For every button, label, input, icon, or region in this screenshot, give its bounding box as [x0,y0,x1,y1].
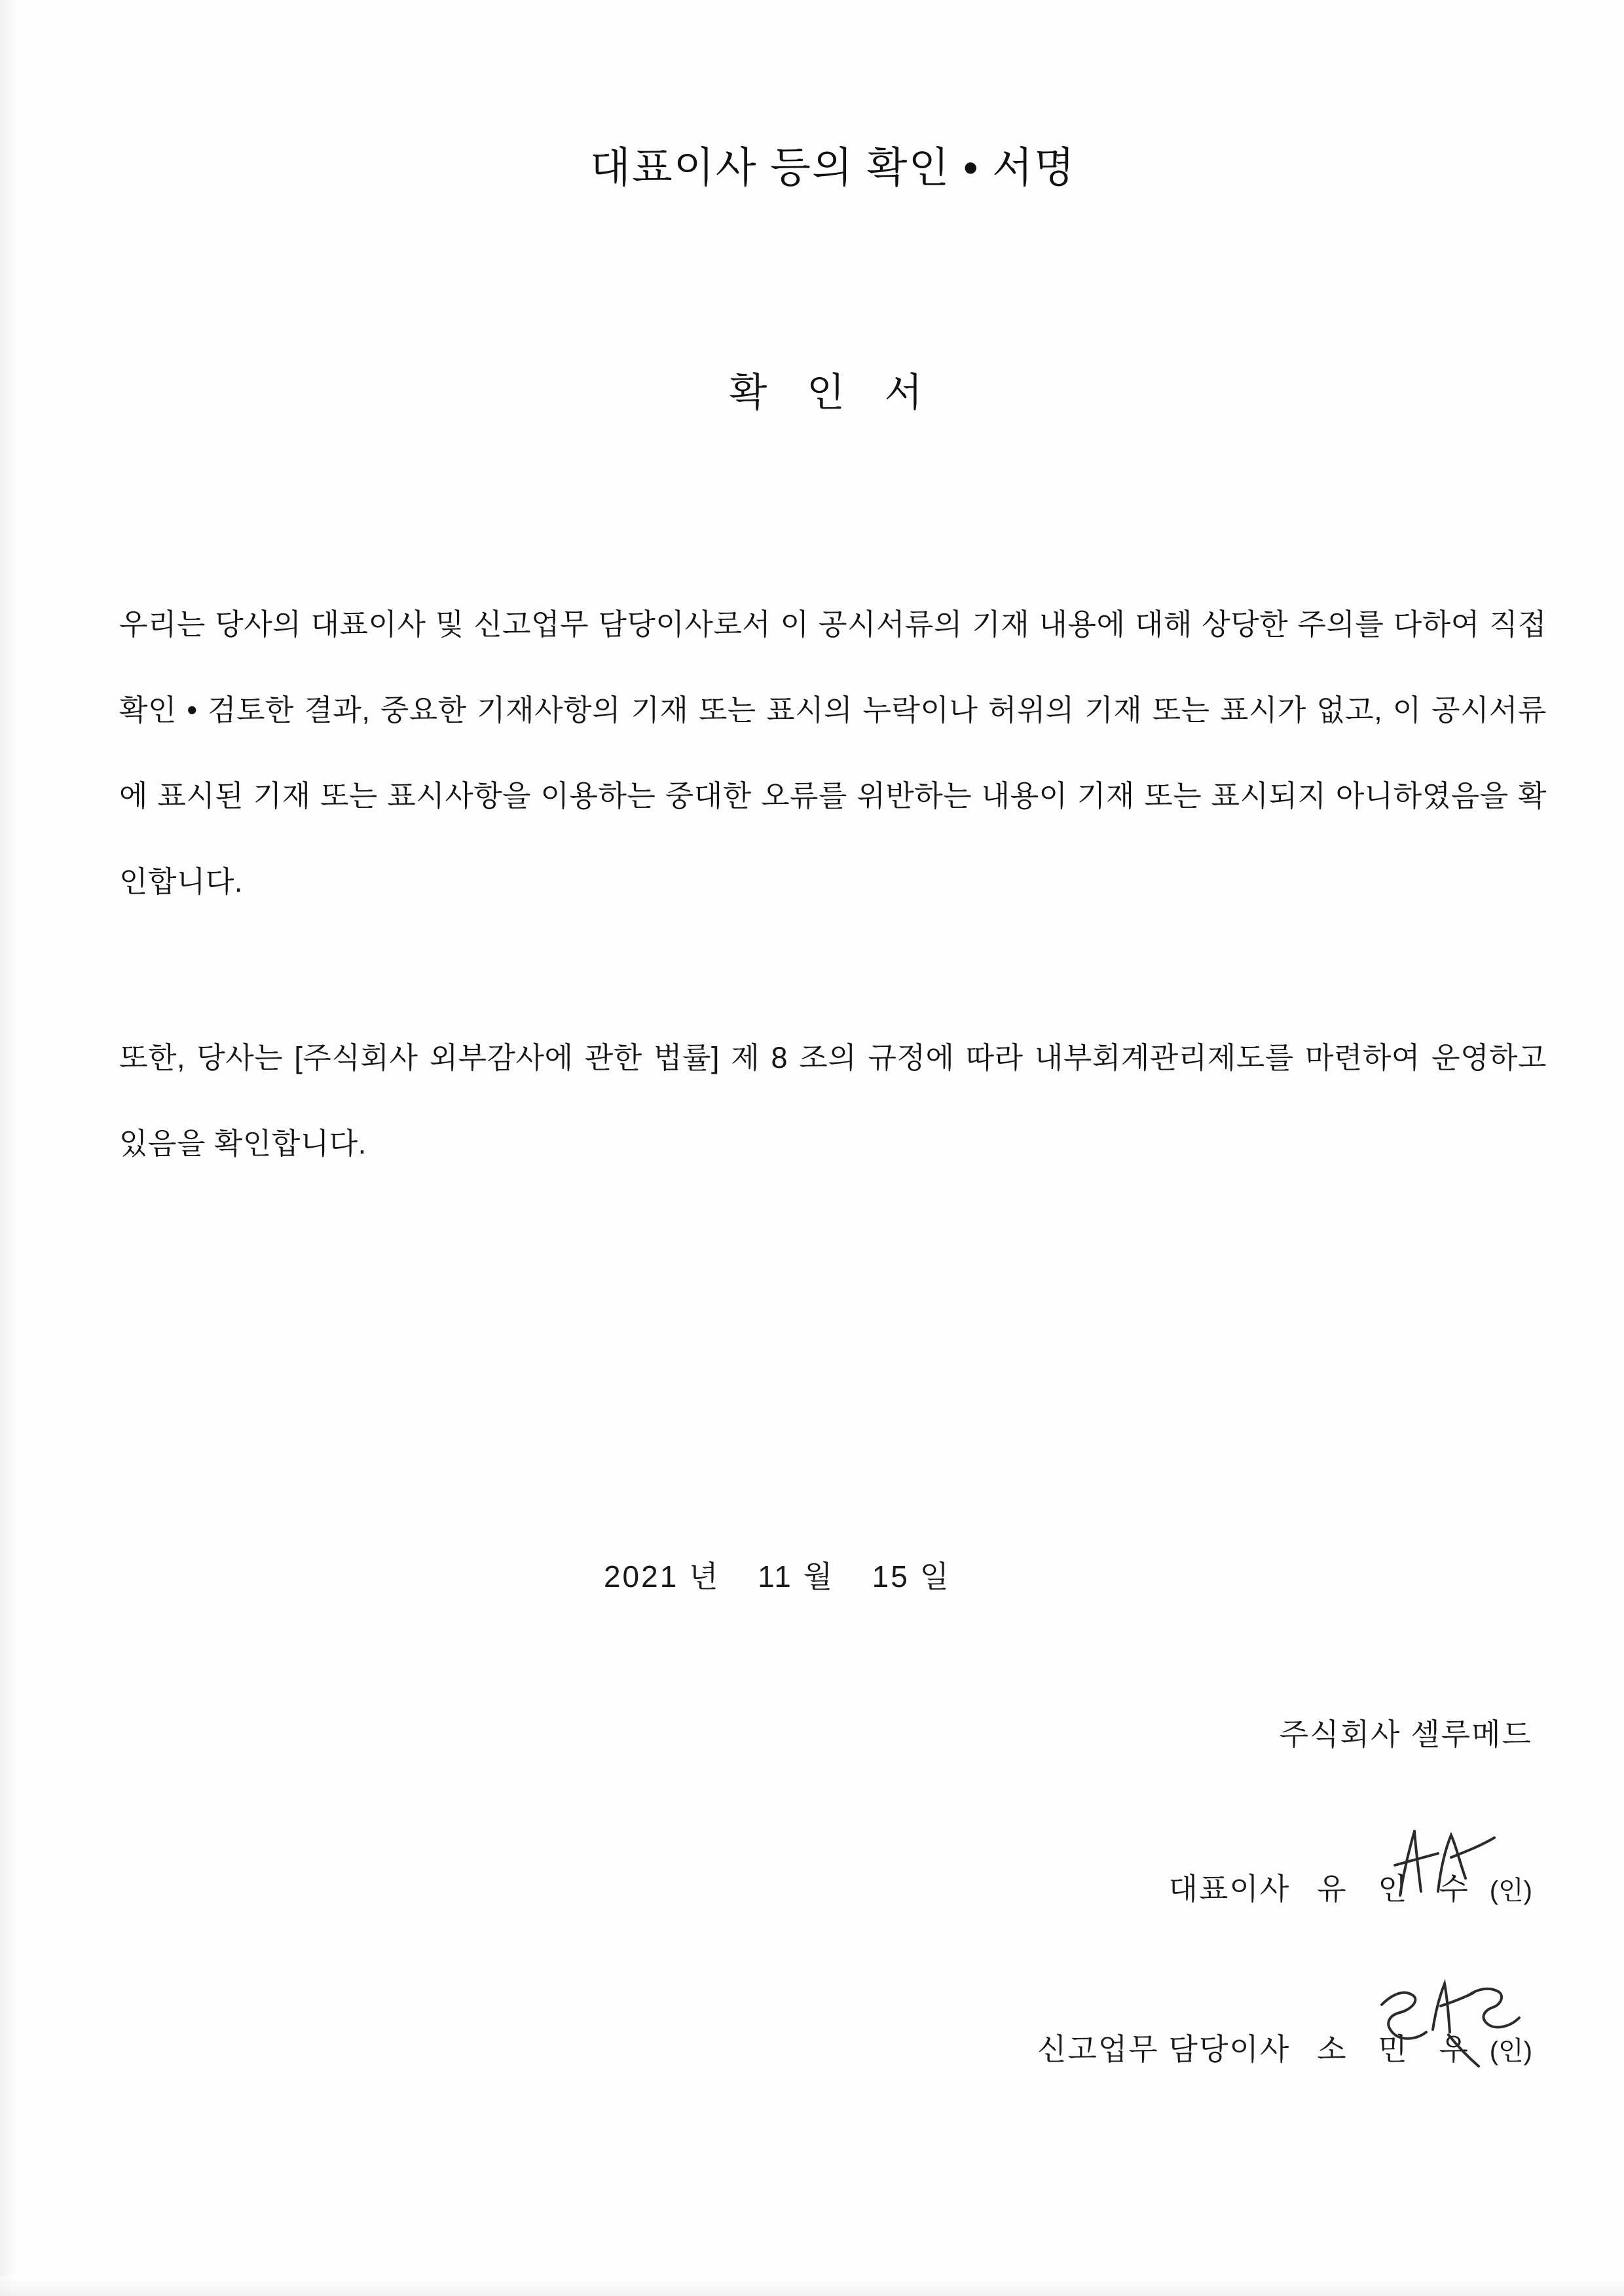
signature-row-officer [119,2026,1547,2071]
confirmation-paragraph-1: 우리는 당사의 대표이사 및 신고업무 담당이사로서 이 공시서류의 기재 내용에 대해 상당한 주의를 다하여 직접 확인 • 검토한 결과, 중요한 기재사항의 기재 또는 표시의 누락이나 허위의 기재 또는 표시가 없고, 이 공시서류에 표시된 기재 또는 표시사항을 이용하는 중대한 오류를 위반하는 내용이 기재 또는 표시되지 아니하였음을 확인합니다. [119,608,1547,898]
seal-mark-ceo: (인) [1489,1876,1532,1905]
seal-mark-officer: (인) [1489,2037,1532,2066]
signature-name-ceo: 유 인 수 [1317,1872,1480,1906]
date-day: 15 일 [872,1559,951,1594]
page-title: 대표이사 등의 확인 • 서명 [590,144,1076,191]
signature-title-ceo: 대표이사 [1168,1872,1291,1906]
confirmation-paragraph-2: 또한, 당사는 [주식회사 외부감사에 관한 법률] 제 8 조의 규정에 따라 내부회계관리제도를 마련하여 운영하고 있음을 확인합니다. [119,1041,1547,1160]
document-subtitle: 확 인 서 [729,371,937,414]
signing-date [119,1553,1547,1596]
scan-edge-left [0,0,17,2296]
signature-name-officer: 소 민 우 [1317,2032,1480,2066]
date-year: 2021 년 [603,1559,720,1594]
company-name: 주식회사 셀루메드 [1279,1717,1532,1751]
date-month: 11 월 [758,1559,835,1594]
paragraph-block-1 [119,581,1547,924]
scan-edge-bottom [0,2276,1624,2296]
document-content [119,0,1547,2071]
paragraph-block-2 [119,1015,1547,1186]
signature-title-officer: 신고업무 담당이사 [1037,2032,1291,2066]
signature-row-ceo [119,1865,1547,1911]
